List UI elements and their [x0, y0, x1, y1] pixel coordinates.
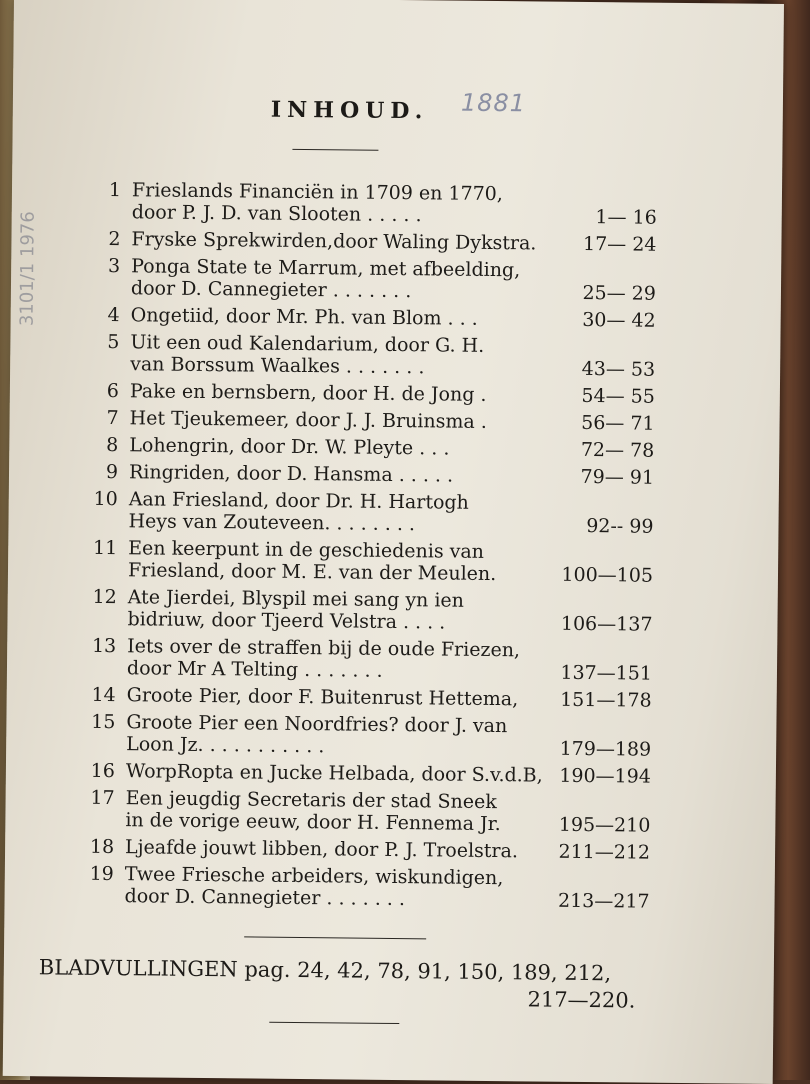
entry-number: 15: [91, 710, 116, 734]
entry-number: 19: [89, 862, 114, 886]
entry-title: [131, 255, 566, 304]
entry-title: [131, 228, 566, 255]
entry-title-line: Ringriden, door D. Hansma . . . . .: [128, 461, 454, 487]
entry-title: [124, 863, 559, 912]
entry-title: [129, 407, 564, 434]
entry-pages: 54— 55: [581, 384, 655, 408]
entry-title: [127, 684, 562, 711]
toc-entry: [85, 331, 685, 381]
entry-pages: 25— 29: [582, 281, 657, 305]
entry-number: 17: [90, 786, 115, 810]
bladvullingen-line-2: 217—220.: [527, 987, 636, 1013]
entry-pages: 106—137: [560, 612, 653, 636]
toc-entry: [79, 863, 679, 913]
entry-number: 6: [106, 379, 120, 403]
entry-title: [125, 836, 560, 863]
toc-entry: [85, 380, 685, 408]
page-title: INHOUD.: [270, 96, 429, 125]
entry-title-line: Een jeugdig Secretaris der stad Sneek: [125, 787, 497, 814]
toc-entry: [81, 711, 681, 761]
entry-title: [130, 331, 565, 380]
toc-entry: [84, 434, 684, 462]
entry-number: 13: [91, 634, 117, 658]
entry-title-line: Fryske Sprekwirden,door Waling Dykstra.: [131, 228, 537, 255]
entry-pages: 72— 78: [580, 438, 655, 462]
entry-pages: 190—194: [559, 764, 651, 788]
entry-title-line: Lohengrin, door Dr. W. Pleyte . . .: [129, 434, 450, 460]
entry-title-line: Heys van Zouteveen. . . . . . . .: [128, 510, 416, 536]
entry-title: [128, 488, 563, 537]
entry-title-line: Aan Friesland, door Dr. H. Hartogh: [128, 488, 469, 514]
entry-number: 16: [90, 759, 116, 783]
entry-pages: 56— 71: [581, 411, 655, 435]
footer-divider: [244, 936, 426, 939]
entry-number: 10: [93, 487, 118, 511]
entry-title-line: Uit een oud Kalendarium, door G. H.: [130, 331, 485, 357]
entry-number: 2: [108, 227, 121, 251]
entry-number: 1: [108, 178, 122, 202]
toc-entry: [86, 255, 686, 305]
entry-title-line: Loon Jz. . . . . . . . . . .: [126, 733, 325, 758]
toc-entry: [83, 537, 683, 587]
entry-number: 12: [92, 585, 117, 609]
entry-title: [126, 711, 561, 760]
entry-title: [128, 537, 563, 586]
entry-title-line: Twee Friesche arbeiders, wiskundigen,: [124, 863, 504, 890]
entry-number: 14: [91, 683, 116, 707]
entry-title: [125, 787, 560, 836]
toc-entry: [82, 635, 682, 685]
title-divider: [292, 149, 378, 151]
entry-pages: 211—212: [558, 840, 651, 864]
entry-title-line: door Mr A Telting . . . . . . .: [126, 657, 383, 682]
entry-title-line: Iets over de straffen bij de oude Friezen,: [127, 635, 521, 662]
entry-pages: 151—178: [560, 688, 652, 712]
entry-title-line: door D. Cannegieter . . . . . . .: [130, 277, 412, 303]
entry-title-line: Groote Pier, door F. Buitenrust Hettema,: [126, 684, 519, 711]
entry-title-line: bidriuw, door Tjeerd Velstra . . . .: [127, 608, 446, 634]
entry-number: 7: [106, 406, 119, 430]
entry-title-line: Ongetiid, door Mr. Ph. van Blom . . .: [130, 304, 478, 330]
entry-pages: 43— 53: [581, 357, 656, 381]
toc-entry: [80, 787, 680, 837]
entry-number: 4: [107, 303, 120, 327]
entry-title-line: Groote Pier een Noordfries? door J. van: [126, 711, 508, 738]
entry-title-line: Ljeafde jouwt libben, door P. J. Troelstra.: [124, 836, 519, 863]
entry-title-line: WorpRopta en Jucke Helbada, door S.v.d.B,: [125, 760, 543, 787]
toc-entry: [84, 407, 684, 435]
entry-title: [131, 304, 566, 331]
book-page: [3, 0, 784, 1084]
toc-entry: [81, 760, 681, 788]
bladvullingen-line-1: BLADVULLINGEN pag. 24, 42, 78, 91, 150, 189, 212,: [38, 955, 612, 986]
entry-pages: 30— 42: [582, 308, 656, 332]
entry-number: 18: [89, 835, 115, 859]
entry-title: [127, 586, 562, 635]
entry-number: 5: [107, 330, 120, 354]
entry-title-line: Ate Jierdei, Blyspil mei sang yn ien: [127, 586, 465, 612]
entry-title-line: Het Tjeukemeer, door J. J. Bruinsma .: [129, 407, 487, 433]
entry-title: [129, 434, 564, 461]
entry-title: [129, 461, 564, 488]
bladvullingen: [38, 954, 635, 1014]
entry-title: [126, 760, 561, 787]
entry-title-line: Friesland, door M. E. van der Meulen.: [127, 559, 497, 586]
entry-pages: 92-- 99: [586, 514, 654, 538]
toc-entry: [82, 586, 682, 636]
toc-entry: [80, 836, 680, 864]
entry-pages: 1— 16: [595, 206, 657, 229]
toc-entry: [87, 179, 687, 229]
toc-entry: [83, 488, 683, 538]
entry-number: 11: [92, 536, 118, 560]
entry-title-line: door D. Cannegieter . . . . . . .: [124, 885, 406, 911]
table-of-contents: [79, 179, 687, 918]
entry-title-line: Frieslands Financiën in 1709 en 1770,: [131, 179, 503, 206]
entry-pages: 213—217: [557, 889, 650, 913]
entry-number: 3: [107, 254, 121, 278]
entry-title-line: van Borssum Waalkes . . . . . . .: [130, 353, 425, 379]
margin-pencil-note: 3101/1 1976: [16, 211, 39, 327]
toc-entry: [86, 304, 686, 332]
entry-pages: 179—189: [559, 737, 652, 761]
handwritten-note: 1881: [460, 88, 527, 118]
entry-title-line: Een keerpunt in de geschiedenis van: [128, 537, 485, 563]
entry-title-line: Ponga State te Marrum, met afbeelding,: [131, 255, 521, 282]
entry-title: [127, 635, 562, 684]
entry-title-line: in de vorige eeuw, door H. Fennema Jr.: [125, 809, 501, 836]
entry-number: 8: [106, 433, 119, 457]
entry-pages: 79— 91: [580, 465, 655, 489]
entry-number: 9: [105, 460, 119, 484]
entry-title-line: door P. J. D. van Slooten . . . . .: [131, 201, 422, 227]
toc-entry: [86, 228, 686, 256]
toc-entry: [84, 461, 684, 489]
entry-pages: 100—105: [561, 563, 654, 587]
entry-pages: 195—210: [558, 813, 651, 837]
entry-title: [130, 380, 565, 407]
toc-entry: [82, 684, 682, 712]
entry-title: [132, 179, 567, 228]
entry-pages: 17— 24: [582, 232, 657, 256]
bottom-divider: [269, 1022, 399, 1024]
entry-pages: 137—151: [560, 661, 653, 685]
entry-title-line: Pake en bernsbern, door H. de Jong .: [129, 380, 487, 406]
